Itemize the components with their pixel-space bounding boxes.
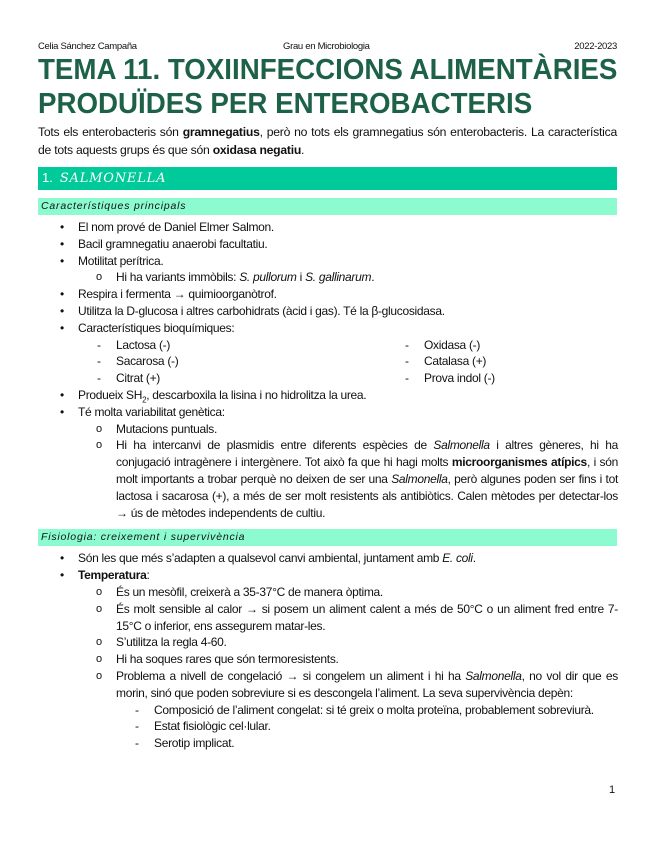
list-item xyxy=(0,236,655,253)
italic-text: E. coli xyxy=(442,551,473,566)
intro-paragraph xyxy=(38,123,617,159)
bullet-marker-icon: • xyxy=(60,253,64,268)
italic-text: S. gallinarum xyxy=(305,270,372,285)
list-item-text: Sacarosa (-) xyxy=(116,354,179,369)
list-item xyxy=(0,550,655,567)
text-run: , descarboxila la lisina i no hidrolitza la urea. xyxy=(146,387,367,402)
bullet-marker-icon: - xyxy=(97,337,101,352)
bullet-marker-icon: o xyxy=(96,602,102,615)
text-run: Són les que més s’adapten a qualsevol canvi ambiental, juntament amb xyxy=(78,551,443,566)
list-item-text xyxy=(116,601,618,635)
bullet-marker-icon: o xyxy=(96,439,102,452)
list-item xyxy=(0,634,655,651)
list-item xyxy=(0,668,655,702)
bullet-marker-icon: • xyxy=(60,387,64,402)
list-item xyxy=(0,567,655,584)
list-item-text xyxy=(116,668,618,702)
bullet-marker-icon: - xyxy=(135,702,139,717)
bullet-marker-icon: • xyxy=(60,303,64,318)
list-item xyxy=(0,584,655,601)
text-run: Produeix SH xyxy=(78,387,143,402)
bold-text: microorganismes atípics xyxy=(451,455,587,470)
list-item xyxy=(0,286,655,303)
text-run: Hi ha variants immòbils: xyxy=(116,270,240,285)
bullet-marker-icon: - xyxy=(97,371,101,386)
list-item-text xyxy=(116,634,618,651)
bullet-marker-icon: o xyxy=(96,669,102,682)
section-title: SALMONELLA xyxy=(59,171,167,186)
list-item xyxy=(0,219,655,236)
list-item xyxy=(0,437,655,521)
bold-text: Temperatura xyxy=(78,568,147,583)
page-header xyxy=(38,40,617,53)
list-item xyxy=(308,353,655,370)
list-item-text xyxy=(78,303,618,320)
text-run: Mutacions puntuals. xyxy=(116,421,218,436)
list-item-text xyxy=(154,702,618,719)
bullet-marker-icon: • xyxy=(60,287,64,302)
text-run: Composició de l’aliment congelat: si té greix o molta proteïna, probablement sobreviurà. xyxy=(154,702,594,717)
list-item-text xyxy=(116,437,618,521)
list-item xyxy=(308,370,655,387)
list-item-text xyxy=(78,550,618,567)
list-item-text: Catalasa (+) xyxy=(424,354,487,369)
text-run: Respira i fermenta → quimioorganòtrof. xyxy=(78,287,277,302)
bullet-list xyxy=(0,215,655,521)
bullet-marker-icon: • xyxy=(60,551,64,566)
list-item xyxy=(308,337,655,354)
list-item xyxy=(0,702,655,719)
bold-text: gramnegatius xyxy=(182,125,260,139)
list-item-text xyxy=(154,718,618,735)
title-line-1: TEMA 11. TOXIINFECCIONS ALIMENTÀRIES xyxy=(38,54,618,86)
text-run: Té molta variabilitat genètica: xyxy=(78,404,225,419)
list-item xyxy=(0,303,655,320)
text-run: 2 xyxy=(142,395,147,405)
bullet-marker-icon: - xyxy=(405,371,409,386)
list-item-text xyxy=(116,651,618,668)
text-run: . xyxy=(472,551,476,566)
italic-text: Salmonella xyxy=(465,668,522,683)
list-item-text xyxy=(78,253,618,270)
text-run: , no vol dir que es morin, sinó que poden sobreviure si es descongela l’aliment. La seva supervivència depèn: xyxy=(116,668,618,700)
subsection-title: Característiques principals xyxy=(41,200,187,212)
list-item xyxy=(0,320,655,337)
list-item-text xyxy=(78,567,618,584)
list-item xyxy=(0,651,655,668)
text-run: . xyxy=(301,143,305,157)
list-item-text xyxy=(78,236,618,253)
text-run: , però algunes poden ser fins i tot lactosa i sacarosa (+), a més de ser molt resistents als antibiòtics. Calen mètodes per detectar-los → ús de mètodes independents de cultiu. xyxy=(116,471,618,520)
list-item-text xyxy=(78,404,618,421)
list-item-text: Lactosa (-) xyxy=(116,337,171,352)
list-item xyxy=(0,735,655,752)
list-item-text xyxy=(116,421,618,438)
text-run: Serotip implicat. xyxy=(154,736,235,751)
subsection-heading xyxy=(38,529,617,546)
text-run: Bacil gramnegatiu anaerobi facultatiu. xyxy=(78,236,268,251)
list-item-text xyxy=(116,584,618,601)
text-run: Hi ha intercanvi de plasmidis entre diferents espècies de xyxy=(116,438,434,453)
text-run: , però no tots els gramnegatius són enterobacteris. La característica de tots aquests grups és que són xyxy=(38,125,617,157)
text-run: Problema a nivell de congelació → si congelem un aliment i hi ha xyxy=(116,668,466,683)
page-title xyxy=(38,53,617,121)
list-item xyxy=(0,601,655,635)
text-run: Motilitat perítrica. xyxy=(78,253,164,268)
list-item-text xyxy=(154,735,618,752)
list-item xyxy=(0,404,655,421)
text-run: Hi ha soques rares que són termoresistents. xyxy=(116,652,339,667)
list-item-text xyxy=(78,387,618,404)
list-item-text: Prova indol (-) xyxy=(424,371,495,386)
header-year: 2022-2023 xyxy=(574,41,617,52)
bullet-marker-icon: - xyxy=(97,354,101,369)
list-item-text xyxy=(78,320,618,337)
list-item-text: Citrat (+) xyxy=(116,371,161,386)
bold-text: oxidasa negatiu xyxy=(212,143,302,157)
subsection-title: Fisiologia: creixement i supervivència xyxy=(41,531,246,544)
italic-text: Salmonella xyxy=(391,471,448,486)
list-item-text xyxy=(78,286,618,303)
list-item xyxy=(0,387,655,404)
text-run: Característiques bioquímiques: xyxy=(78,320,235,335)
text-run: Utilitza la D-glucosa i altres carbohidrats (àcid i gas). Té la β-glucosidasa. xyxy=(78,303,445,318)
section-number: 1. xyxy=(42,170,53,185)
subsection-heading xyxy=(38,198,617,215)
bullet-marker-icon: o xyxy=(96,636,102,649)
bullet-marker-icon: • xyxy=(60,568,64,583)
bullet-marker-icon: • xyxy=(60,320,64,335)
text-run: i xyxy=(296,270,306,285)
bullet-marker-icon: • xyxy=(60,220,64,234)
bullet-marker-icon: o xyxy=(96,585,102,598)
list-item xyxy=(0,421,655,438)
text-run: El nom prové de Daniel Elmer Salmon. xyxy=(78,220,274,234)
text-run: , i són molt importants a trobar perquè no deixen de ser una xyxy=(116,455,618,486)
title-line-2: PRODUÏDES PER ENTEROBACTERIS xyxy=(38,88,533,120)
text-run: És molt sensible al calor → si posem un aliment calent a més de 50°C o un aliment fred entre 7-15°C o inferior, ens assegurem matar-les. xyxy=(116,601,618,633)
italic-text: S. pullorum xyxy=(239,270,297,285)
text-run: És un mesòfil, creixerà a 35-37°C de manera òptima. xyxy=(116,584,383,599)
bullet-marker-icon: • xyxy=(60,404,64,419)
section-heading xyxy=(38,167,617,190)
page-number: 1 xyxy=(609,784,616,796)
header-author: Celia Sánchez Campaña xyxy=(38,41,137,52)
bullet-marker-icon: • xyxy=(60,236,64,251)
biochem-column-right xyxy=(308,337,655,387)
bullet-marker-icon: o xyxy=(96,653,102,666)
bullet-marker-icon: - xyxy=(135,719,139,734)
bullet-marker-icon: o xyxy=(96,422,102,435)
list-item xyxy=(0,269,655,286)
text-run: : xyxy=(146,568,150,583)
text-run: . xyxy=(371,270,375,285)
text-run: S’utilitza la regla 4-60. xyxy=(116,635,227,650)
header-degree: Grau en Microbiologia xyxy=(283,41,370,52)
text-run: Estat fisiològic cel·lular. xyxy=(154,719,271,734)
bullet-marker-icon: - xyxy=(405,354,409,369)
list-item-text xyxy=(116,269,618,286)
bullet-marker-icon: - xyxy=(405,337,409,352)
list-item-text xyxy=(78,219,618,236)
bullet-marker-icon: o xyxy=(96,271,102,284)
list-item xyxy=(0,253,655,270)
italic-text: Salmonella xyxy=(433,438,490,453)
text-run: i altres gèneres, hi ha conjugació intragènere i intergènere. Tot això fa que hi hagi molts xyxy=(116,438,618,470)
list-item xyxy=(0,718,655,735)
list-item-text: Oxidasa (-) xyxy=(424,337,481,352)
biochem-columns xyxy=(0,337,655,387)
bullet-marker-icon: - xyxy=(135,736,139,751)
bullet-list xyxy=(0,546,655,752)
text-run: Tots els enterobacteris són xyxy=(38,125,183,139)
